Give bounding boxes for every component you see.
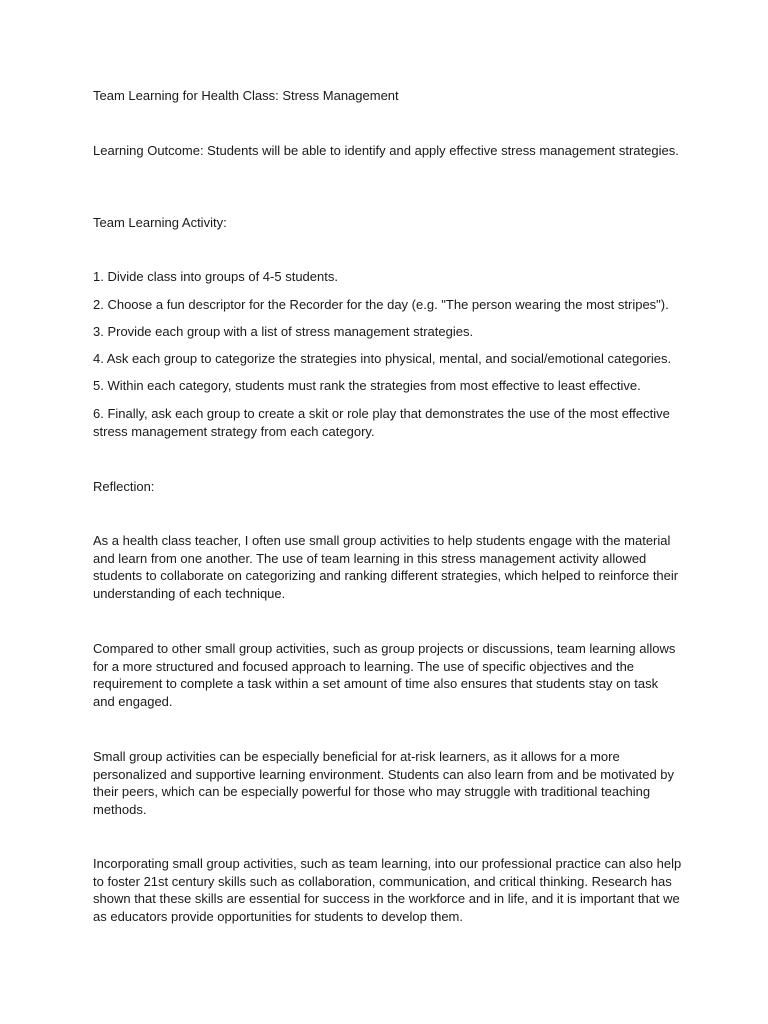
activity-step: 2. Choose a fun descriptor for the Recorder for the day (e.g. "The person wearing the most stripes").: [93, 297, 669, 312]
reflection-paragraph: As a health class teacher, I often use small group activities to help students engage with the material and learn from one another. The use of team learning in this stress management activity allowed students to collaborate on categorizing and ranking different strategies, which helped to reinforce their understanding of each technique.: [93, 533, 679, 601]
activity-step: 1. Divide class into groups of 4-5 students.: [93, 269, 338, 284]
reflection-paragraph: Incorporating small group activities, such as team learning, into our professional practice can also help to foster 21st century skills such as collaboration, communication, and critical thinking. Research has shown that these skills are essential for success in the workforce and in life, and it is important that we as educators provide opportunities for students to develop them.: [93, 856, 682, 924]
reflection-paragraph: Small group activities can be especially beneficial for at-risk learners, as it allows for a more personalized and supportive learning environment. Students can also learn from and be motivated by their peers, which can be especially powerful for those who may struggle with traditional teaching methods.: [93, 749, 675, 817]
reflection-paragraph: Compared to other small group activities, such as group projects or discussions, team learning allows for a more structured and focused approach to learning. The use of specific objectives and the requirement to complete a task within a set amount of time also ensures that students stay on task and engaged.: [93, 641, 676, 709]
activity-step: 6. Finally, ask each group to create a skit or role play that demonstrates the use of the most effective stress management strategy from each category.: [93, 406, 670, 439]
activity-step: 4. Ask each group to categorize the strategies into physical, mental, and social/emotional categories.: [93, 351, 672, 366]
learning-outcome: Learning Outcome: Students will be able to identify and apply effective stress management strategies.: [93, 143, 679, 158]
activity-step: 3. Provide each group with a list of stress management strategies.: [93, 324, 474, 339]
reflection-heading: Reflection:: [93, 479, 155, 494]
document-title: Team Learning for Health Class: Stress Management: [93, 88, 399, 103]
activity-heading: Team Learning Activity:: [93, 215, 227, 230]
activity-step: 5. Within each category, students must rank the strategies from most effective to least effective.: [93, 378, 641, 393]
